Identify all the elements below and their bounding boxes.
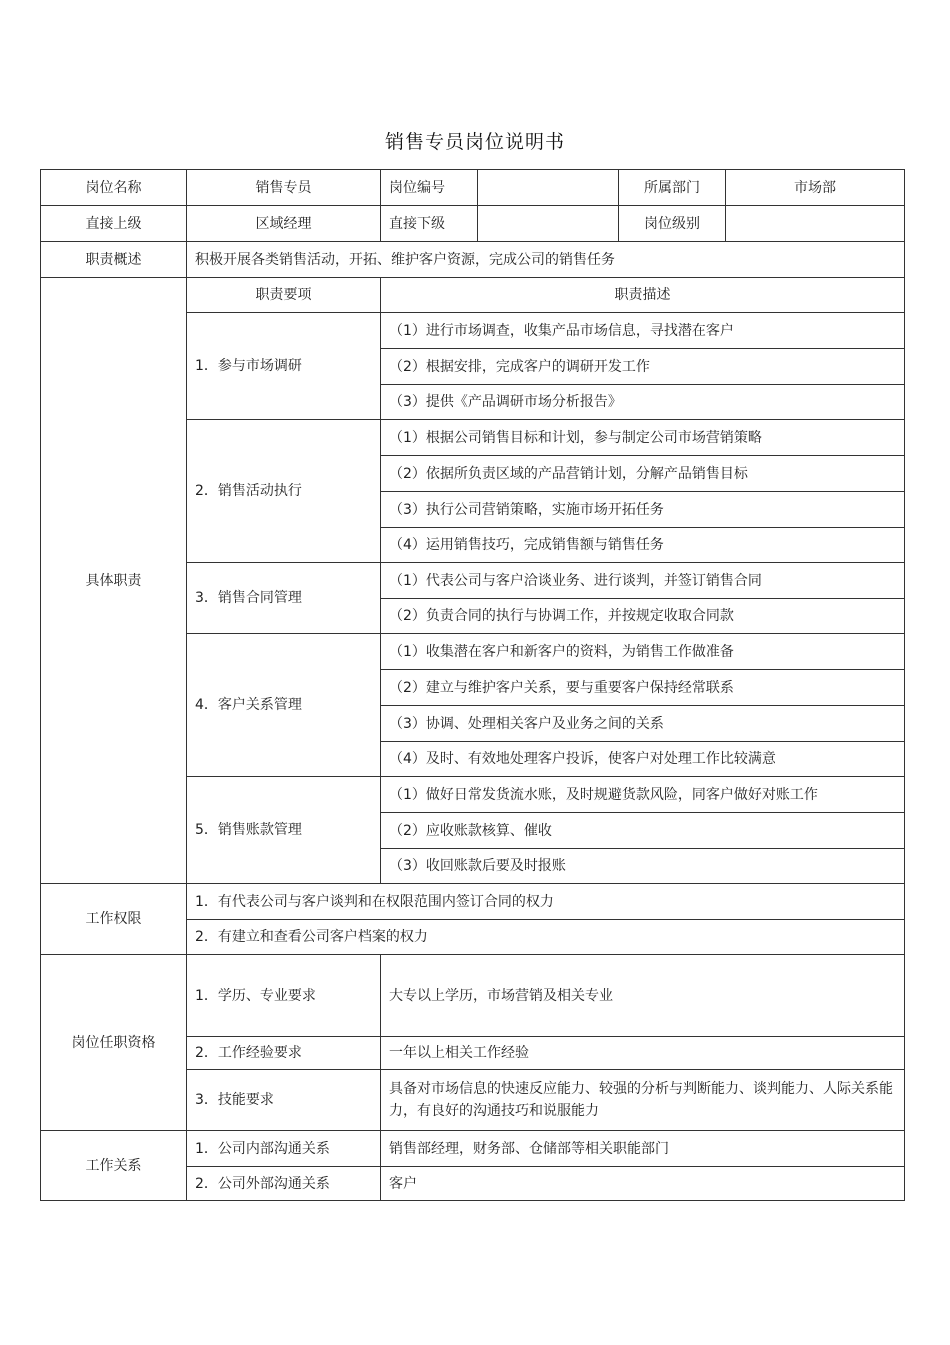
qualifications-label: 岗位任职资格 (41, 955, 187, 1131)
duty-desc: （1）根据公司销售目标和计划，参与制定公司市场营销策略 (381, 420, 905, 456)
job-name-value: 销售专员 (187, 170, 381, 206)
job-name-label: 岗位名称 (41, 170, 187, 206)
authority-item: 2．有建立和查看公司客户档案的权力 (187, 920, 905, 955)
duty-item: 5．销售账款管理 (187, 777, 381, 884)
job-code-label: 岗位编号 (381, 170, 478, 206)
authority-item: 1．有代表公司与客户谈判和在权限范围内签订合同的权力 (187, 884, 905, 920)
duty-item: 3．销售合同管理 (187, 563, 381, 634)
duty-desc: （4）及时、有效地处理客户投诉，使客户对处理工作比较满意 (381, 742, 905, 777)
duty-desc: （1）代表公司与客户洽谈业务、进行谈判，并签订销售合同 (381, 563, 905, 599)
duty-desc: （3）收回账款后要及时报账 (381, 849, 905, 884)
duty-desc: （1）做好日常发货流水账，及时规避货款风险，同客户做好对账工作 (381, 777, 905, 813)
duty-desc: （3）协调、处理相关客户及业务之间的关系 (381, 706, 905, 742)
summary-text: 积极开展各类销售活动，开拓、维护客户资源，完成公司的销售任务 (187, 242, 905, 278)
department-value: 市场部 (726, 170, 905, 206)
qualification-row (41, 955, 905, 1037)
relations-label: 工作关系 (41, 1131, 187, 1201)
qualification-desc: 具备对市场信息的快速反应能力、较强的分析与判断能力、谈判能力、人际关系能力，有良好的沟通技巧和说服能力 (381, 1070, 905, 1131)
header-row (41, 170, 905, 206)
duty-desc: （1）进行市场调查，收集产品市场信息，寻找潜在客户 (381, 313, 905, 349)
duty-desc: （2）负责合同的执行与协调工作，并按规定收取合同款 (381, 599, 905, 634)
duties-header-row (41, 278, 905, 313)
summary-label: 职责概述 (41, 242, 187, 278)
relation-item: 1．公司内部沟通关系 (187, 1131, 381, 1167)
relation-row (41, 1131, 905, 1167)
duty-desc: （2）依据所负责区域的产品营销计划，分解产品销售目标 (381, 456, 905, 492)
supervisor-value: 区域经理 (187, 206, 381, 242)
relation-item: 2．公司外部沟通关系 (187, 1167, 381, 1201)
qualification-item: 1．学历、专业要求 (187, 955, 381, 1037)
qualification-desc: 大专以上学历，市场营销及相关专业 (381, 955, 905, 1037)
relation-desc: 销售部经理，财务部、仓储部等相关职能部门 (381, 1131, 905, 1167)
document-title: 销售专员岗位说明书 (384, 131, 565, 153)
duties-label: 具体职责 (41, 278, 187, 884)
duty-desc: （2）根据安排，完成客户的调研开发工作 (381, 349, 905, 385)
duty-desc: （2）建立与维护客户关系，要与重要客户保持经常联系 (381, 670, 905, 706)
job-level-value (726, 206, 905, 242)
duty-desc: （3）提供《产品调研市场分析报告》 (381, 385, 905, 420)
job-code-value (478, 170, 619, 206)
summary-row (41, 242, 905, 278)
subordinate-value (478, 206, 619, 242)
qualification-desc: 一年以上相关工作经验 (381, 1037, 905, 1070)
duty-item: 1．参与市场调研 (187, 313, 381, 420)
duty-desc-header: 职责描述 (381, 278, 905, 313)
header-row (41, 206, 905, 242)
duty-desc: （4）运用销售技巧，完成销售额与销售任务 (381, 528, 905, 563)
department-label: 所属部门 (619, 170, 726, 206)
duty-desc: （3）执行公司营销策略，实施市场开拓任务 (381, 492, 905, 528)
duty-item: 4．客户关系管理 (187, 634, 381, 777)
job-description-table (40, 169, 905, 1201)
authority-label: 工作权限 (41, 884, 187, 955)
duty-item-header: 职责要项 (187, 278, 381, 313)
relation-desc: 客户 (381, 1167, 905, 1201)
qualification-item: 3．技能要求 (187, 1070, 381, 1131)
subordinate-label: 直接下级 (381, 206, 478, 242)
qualification-item: 2．工作经验要求 (187, 1037, 381, 1070)
job-level-label: 岗位级别 (619, 206, 726, 242)
supervisor-label: 直接上级 (41, 206, 187, 242)
duty-desc: （2）应收账款核算、催收 (381, 813, 905, 849)
duty-item: 2．销售活动执行 (187, 420, 381, 563)
duty-desc: （1）收集潜在客户和新客户的资料，为销售工作做准备 (381, 634, 905, 670)
authority-row (41, 884, 905, 920)
